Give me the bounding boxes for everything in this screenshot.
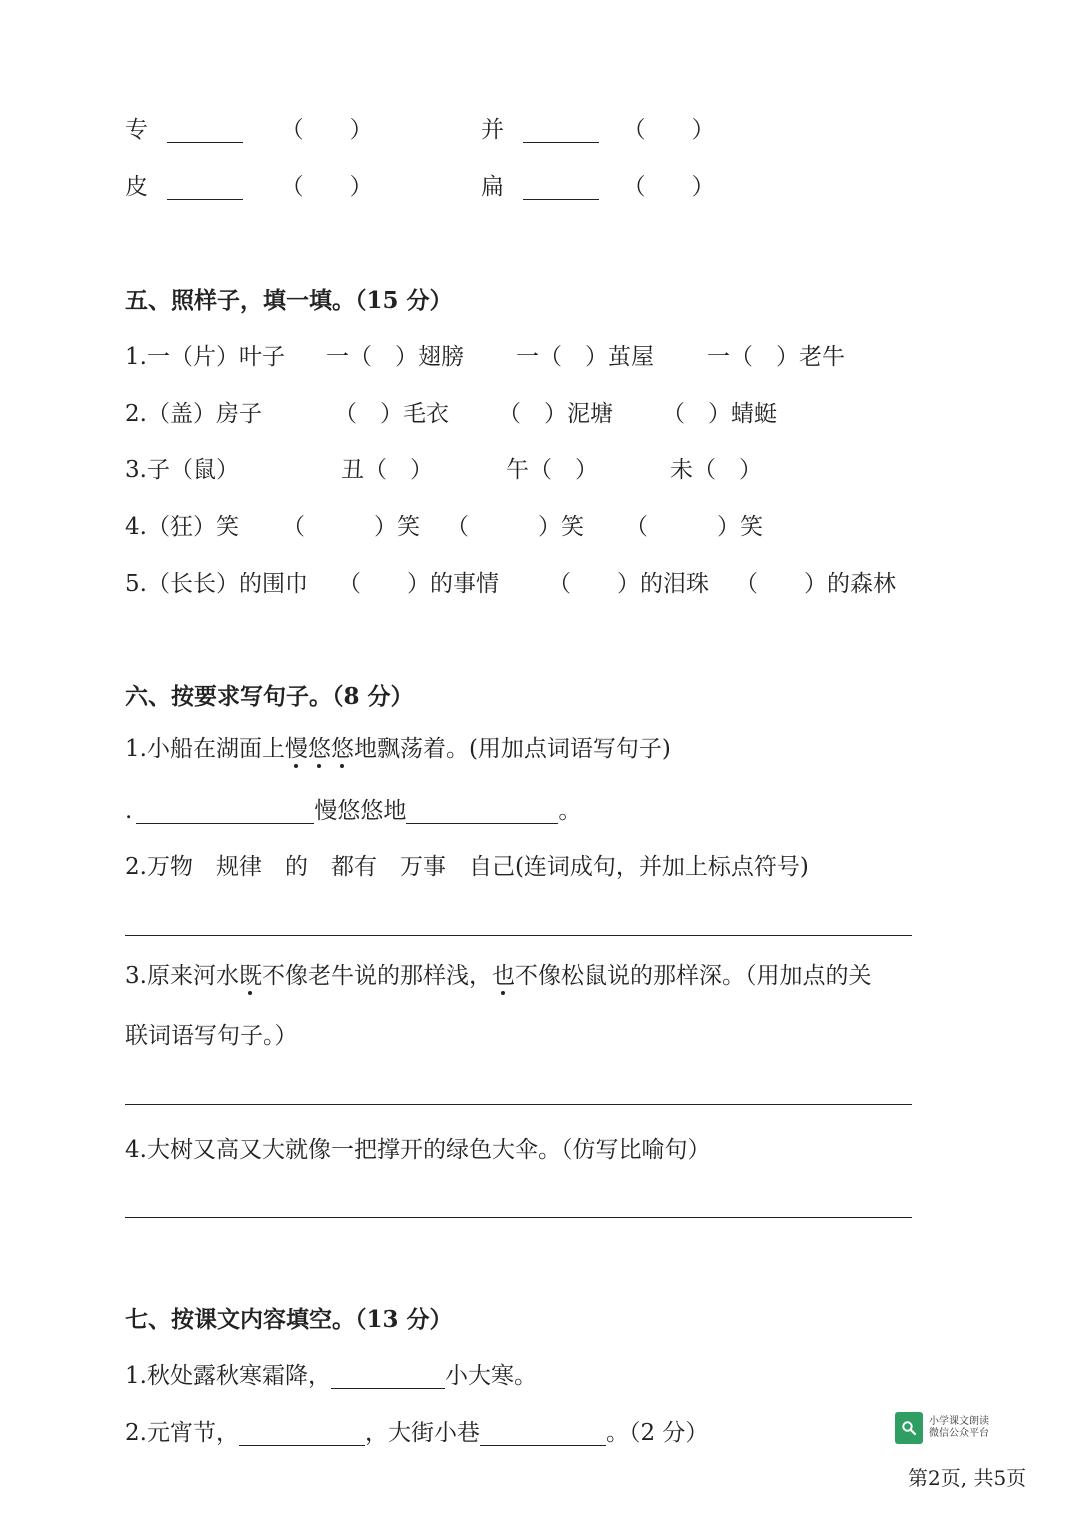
- question-text: 小大寒。: [444, 1363, 537, 1389]
- question-text: 3.原来河水: [125, 963, 239, 989]
- period: 。: [558, 798, 582, 824]
- answer-blank[interactable]: [406, 801, 558, 824]
- wechat-watermark: [895, 1412, 1020, 1444]
- answer-blank[interactable]: [331, 1366, 445, 1389]
- answer-blank[interactable]: [239, 1423, 365, 1446]
- answer-line[interactable]: [125, 935, 912, 936]
- s5-row2-col2[interactable]: （ ）毛衣: [334, 401, 449, 427]
- s6-q1: [125, 734, 671, 764]
- s5-row1-col4[interactable]: 一（ ）老牛: [707, 344, 845, 370]
- answer-blank[interactable]: [523, 177, 599, 200]
- dotted-char: 慢: [284, 736, 308, 762]
- section-7-heading: 七、按课文内容填空。（13 分）: [125, 1306, 453, 1333]
- question-text: ，大街小巷: [364, 1420, 480, 1446]
- s5-row3-col3[interactable]: 午（ ）: [506, 457, 598, 483]
- watermark-text: [929, 1416, 989, 1440]
- answer-blank[interactable]: [480, 1423, 606, 1446]
- question-text: 1.小船在湖面上: [125, 736, 285, 762]
- answer-line[interactable]: [125, 1104, 912, 1105]
- s5-row1-col3[interactable]: 一（ ）茧屋: [516, 344, 654, 370]
- dotted-char: 既: [238, 963, 262, 989]
- given-word: 慢悠悠地: [314, 798, 407, 824]
- s6-q1-answer: [125, 796, 581, 826]
- s5-row4-col2[interactable]: （ ）笑: [282, 514, 420, 540]
- paren-blank[interactable]: （ ）: [280, 117, 373, 143]
- question-text: 不像老牛说的那样浅，: [261, 963, 492, 989]
- answer-line[interactable]: [125, 1217, 912, 1218]
- char: 专: [125, 117, 148, 143]
- top-row-1-right: [481, 115, 715, 145]
- question-text: 地飘荡着。(用加点词语写句子): [353, 736, 671, 762]
- s5-row5-col2[interactable]: （ ）的事情: [338, 571, 499, 597]
- s5-row2-col1: 2.（盖）房子: [125, 401, 262, 427]
- s5-row5-col4[interactable]: （ ）的森林: [735, 571, 896, 597]
- s5-row4-col3[interactable]: （ ）笑: [446, 514, 584, 540]
- dotted-char: 悠: [307, 736, 331, 762]
- dotted-char: 也: [491, 963, 515, 989]
- paren-blank[interactable]: （ ）: [622, 117, 715, 143]
- s7-q2: [125, 1418, 708, 1448]
- s7-q1: [125, 1361, 537, 1391]
- dotted-char: 悠: [330, 736, 354, 762]
- char: 皮: [125, 174, 148, 200]
- s5-row5-col3[interactable]: （ ）的泪珠: [548, 571, 709, 597]
- s5-row5-col1: 5.（长长）的围巾: [125, 571, 308, 597]
- s5-row2-col4[interactable]: （ ）蜻蜓: [662, 401, 777, 427]
- question-text: 2.元宵节，: [125, 1420, 239, 1446]
- section-6-heading: 六、按要求写句子。（8 分）: [125, 683, 414, 710]
- s6-q3-cont: 联词语写句子。）: [125, 1023, 298, 1049]
- s5-row2-col3[interactable]: （ ）泥塘: [498, 401, 613, 427]
- s6-q4: 4.大树又高又大就像一把撑开的绿色大伞。（仿写比喻句）: [125, 1137, 711, 1163]
- s5-row4-col4[interactable]: （ ）笑: [625, 514, 763, 540]
- s5-row3-col1: 3.子（鼠）: [125, 457, 239, 483]
- s5-row1-col1: 1.一（片）叶子: [125, 344, 285, 370]
- top-row-1-left: [125, 115, 373, 145]
- answer-blank[interactable]: [167, 177, 243, 200]
- s6-q3: [125, 961, 871, 991]
- question-text: 。（2 分）: [605, 1420, 709, 1446]
- question-text: 1.秋处露秋寒霜降，: [125, 1363, 331, 1389]
- paren-blank[interactable]: （ ）: [280, 174, 373, 200]
- s6-q2: 2.万物 规律 的 都有 万事 自己(连词成句，并加上标点符号): [125, 854, 809, 880]
- s5-row1-col2[interactable]: 一（ ）翅膀: [326, 344, 464, 370]
- top-row-2-right: [481, 172, 715, 202]
- search-icon: [895, 1412, 923, 1444]
- watermark-line2: 微信公众平台: [929, 1428, 989, 1439]
- s5-row4-col1: 4.（狂）笑: [125, 514, 239, 540]
- char: 并: [481, 117, 504, 143]
- s5-row3-col2[interactable]: 丑（ ）: [341, 457, 433, 483]
- s5-row3-col4[interactable]: 未（ ）: [670, 457, 762, 483]
- lead-dot: .: [125, 798, 133, 824]
- top-row-2-left: [125, 172, 373, 202]
- watermark-line1: 小学课文朗读: [929, 1416, 989, 1427]
- answer-blank[interactable]: [523, 120, 599, 143]
- paren-blank[interactable]: （ ）: [622, 174, 715, 200]
- answer-blank[interactable]: [167, 120, 243, 143]
- char: 扁: [481, 174, 504, 200]
- answer-blank[interactable]: [136, 801, 314, 824]
- page-number: 第2页, 共5页: [908, 1466, 1027, 1490]
- question-text: 不像松鼠说的那样深。（用加点的关: [514, 963, 872, 989]
- section-5-heading: 五、照样子，填一填。（15 分）: [125, 287, 453, 314]
